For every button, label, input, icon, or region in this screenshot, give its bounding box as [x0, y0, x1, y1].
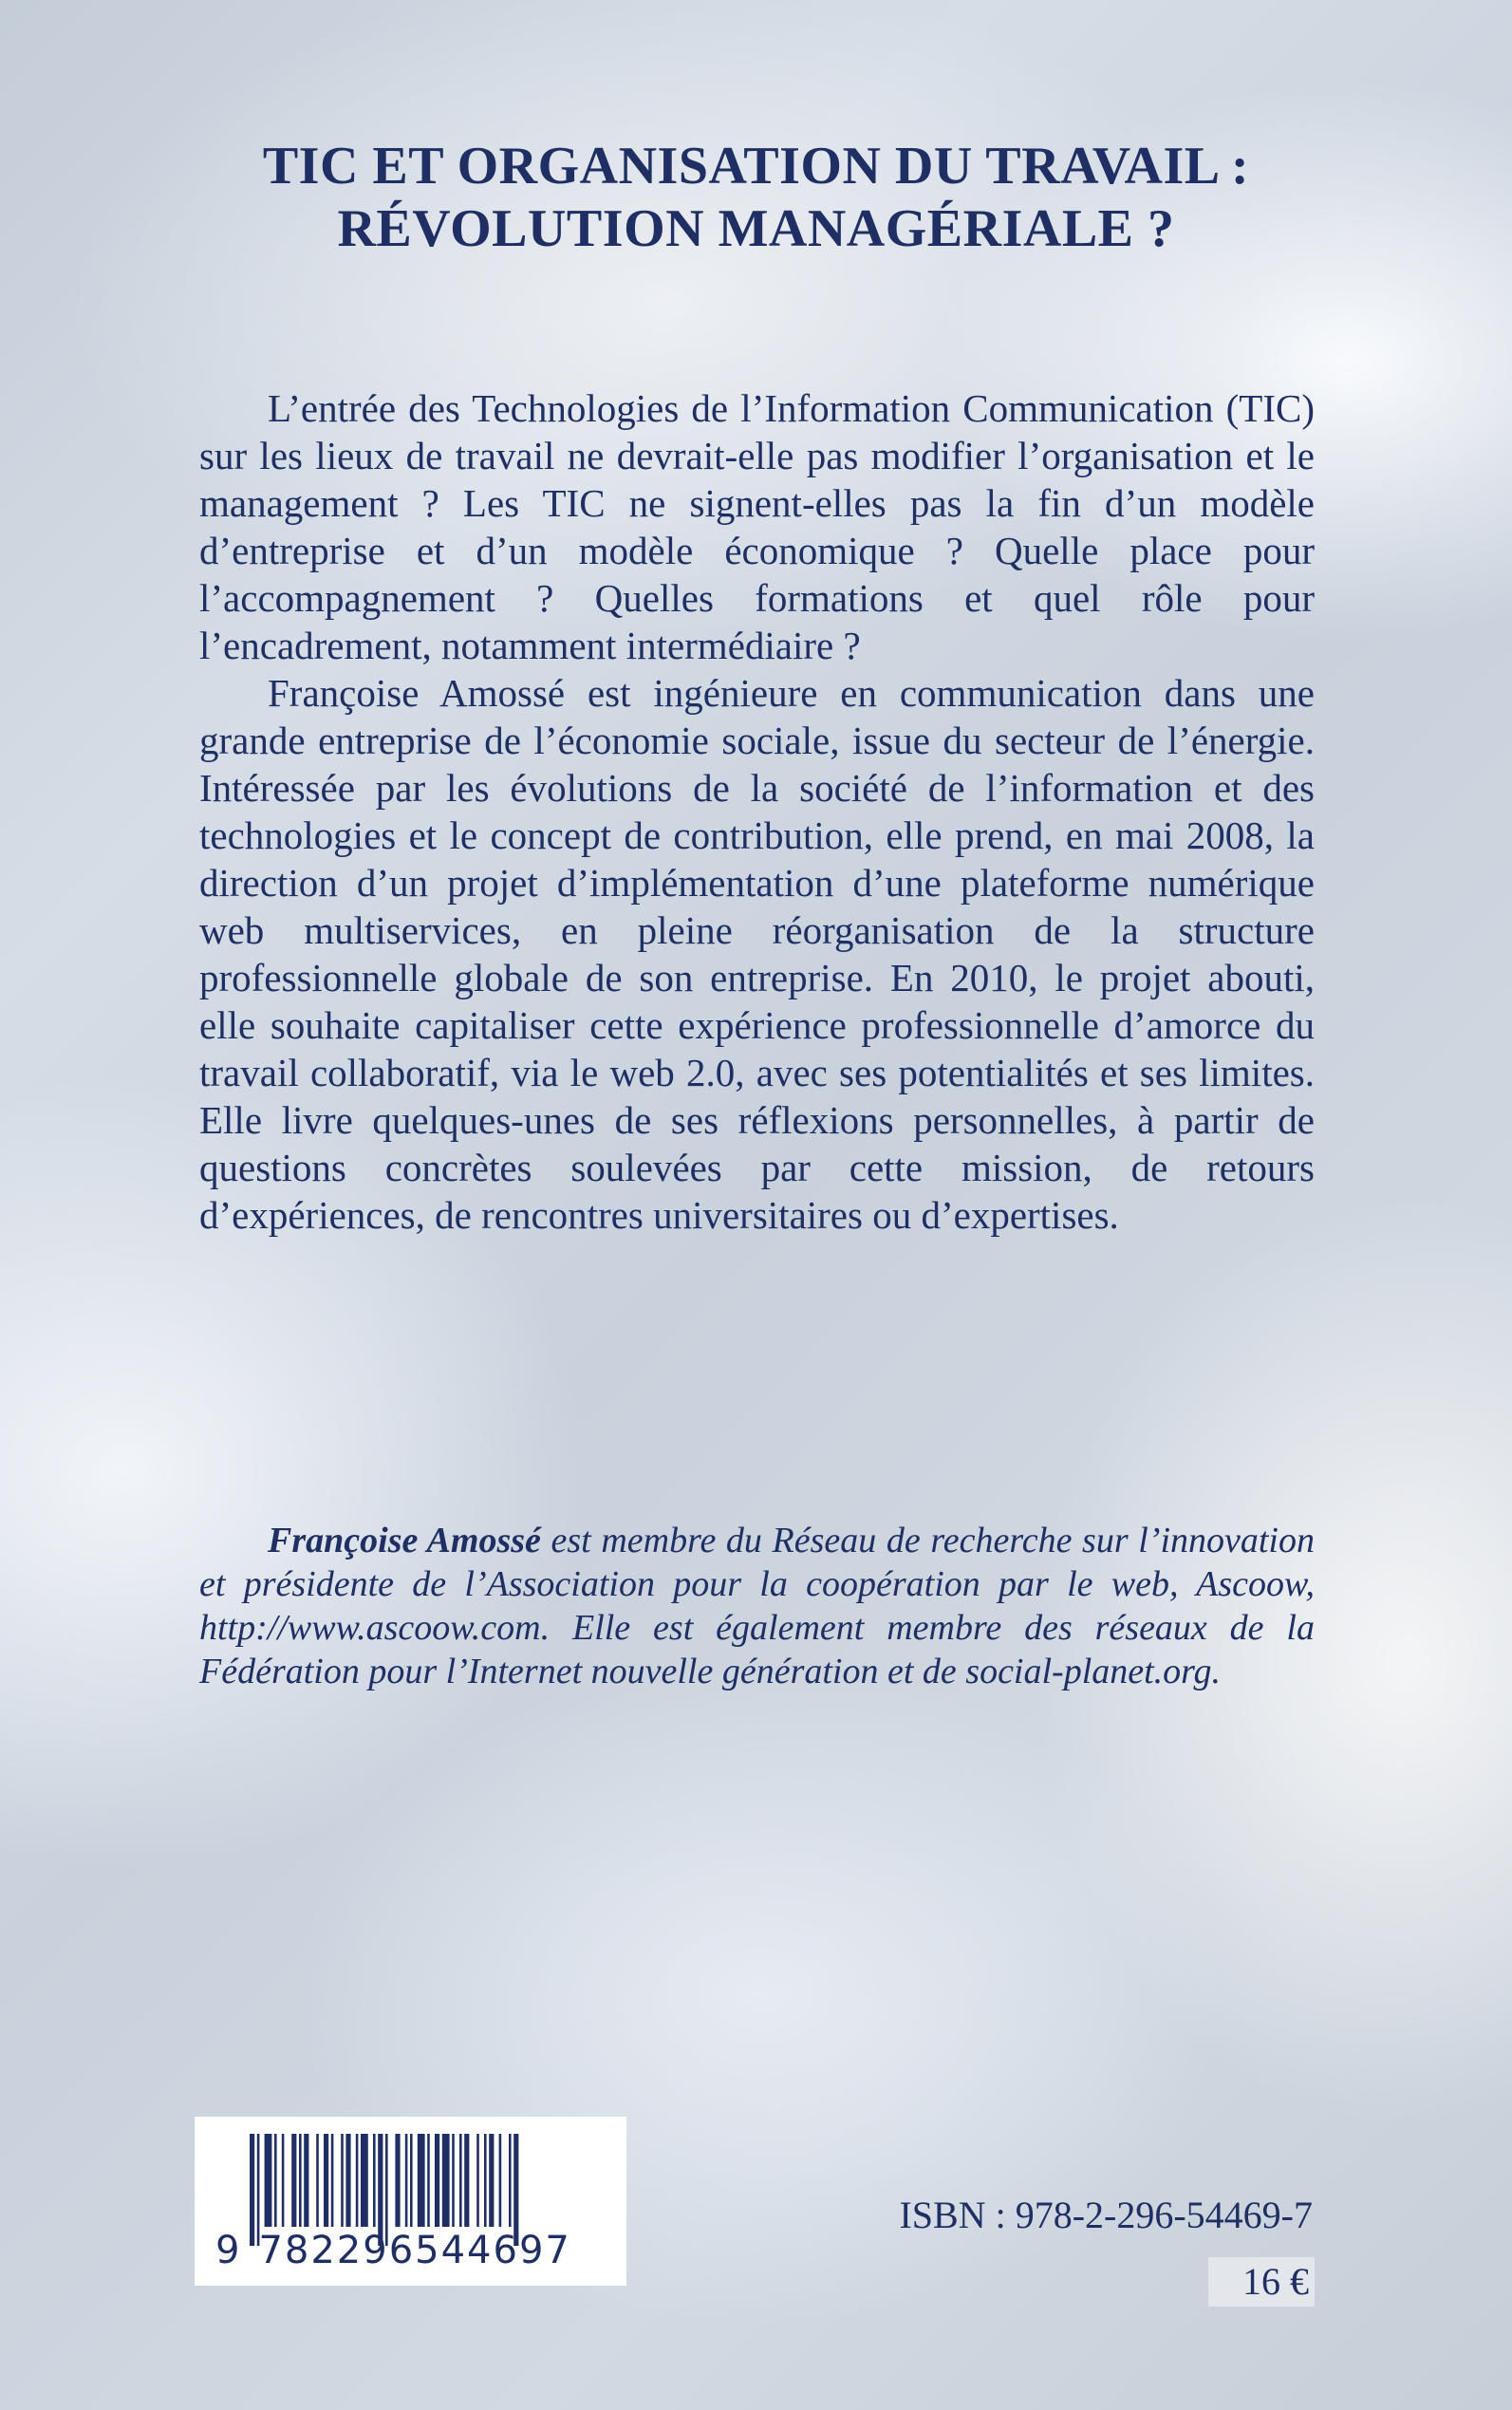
barcode-bar — [299, 2134, 302, 2227]
barcode-bar — [373, 2134, 376, 2227]
barcode-bar — [282, 2134, 285, 2227]
title-line-1: TIC ET ORGANISATION DU TRAVAIL : — [262, 137, 1250, 196]
price-tag: 16 € — [1208, 2257, 1315, 2307]
barcode-bar — [356, 2134, 359, 2227]
barcode-bar — [405, 2134, 408, 2227]
barcode — [195, 2117, 626, 2286]
barcode-bar — [427, 2134, 430, 2227]
barcode-bar — [304, 2134, 308, 2227]
author-name: Françoise Amossé — [268, 1521, 541, 1560]
barcode-bar — [274, 2134, 277, 2227]
author-bio — [199, 1519, 1315, 1693]
barcode-bar — [324, 2134, 328, 2227]
barcode-bar — [265, 2134, 272, 2227]
barcode-first-digit: 9 — [215, 2229, 242, 2272]
barcode-bar — [345, 2134, 350, 2227]
barcode-bar — [418, 2134, 425, 2227]
barcode-bar — [489, 2134, 494, 2227]
barcode-bar — [410, 2134, 413, 2227]
barcode-bar — [499, 2134, 502, 2227]
barcode-bar — [452, 2134, 455, 2227]
barcode-bar — [484, 2134, 487, 2227]
barcode-bar — [341, 2134, 344, 2227]
barcode-bar — [316, 2134, 319, 2227]
summary-text — [199, 384, 1315, 1239]
barcode-bar — [459, 2134, 462, 2227]
barcode-digits — [215, 2229, 614, 2272]
barcode-bar — [291, 2134, 296, 2227]
barcode-bar — [509, 2134, 512, 2227]
barcode-bar — [442, 2134, 450, 2227]
barcode-bar — [476, 2134, 479, 2227]
barcode-bar — [435, 2134, 439, 2227]
summary-paragraph-2: Françoise Amossé est ingénieure en communication dans une grande entreprise de l’économie sociale, issue du secteur de l’énergie. Intéressée par les évolutions de la société de l’information et des technologies et le concept de contribution, elle prend, en mai 2008, la direction d’un projet d’implémentation d’une plateforme numérique web multiservices, en pleine réorganisation de la structure professionnelle globale de son entreprise. En 2010, le projet abouti, elle souhaite capitaliser cette expérience professionnelle d’amorce du travail collaboratif, via le web 2.0, avec ses potentialités et ses limites. Elle livre quelques-unes de ses réflexions personnelles, à partir de questions concrètes soulevées par cette mission, de retours d’expériences, de rencontres universitaires ou d’expertises. — [199, 671, 1315, 1237]
book-title — [0, 135, 1512, 260]
barcode-bar — [331, 2134, 334, 2227]
author-bio-text: est membre du Réseau de recherche sur l’innovation et présidente de l’Association pour la coopération par le web, Ascoow, http://www.ascoow.com. Elle est également membre des réseaux de la Fédération pour l’Internet nouvelle génération et de social-planet.org. — [199, 1521, 1315, 1691]
barcode-bar — [395, 2134, 400, 2227]
summary-paragraph-1: L’entrée des Technologies de l’Information Communication (TIC) sur les lieux de travail ne devrait-elle pas modifier l’organisation et le management ? Les TIC ne signent-elles pas la fin d’un modèle d’entreprise et d’un modèle économique ? Quelle place pour l’accompagnement ? Quelles formations et quel rôle pour l’encadrement, notamment intermédiaire ? — [199, 386, 1315, 667]
barcode-number: 782296544697 — [258, 2229, 571, 2272]
barcode-bar — [464, 2134, 469, 2227]
barcode-bar — [361, 2134, 368, 2227]
title-line-2: RÉVOLUTION MANAGÉRIALE ? — [337, 199, 1175, 258]
isbn-label: ISBN : 978-2-296-54469-7 — [899, 2194, 1313, 2236]
author-bio-paragraph — [199, 1519, 1315, 1693]
